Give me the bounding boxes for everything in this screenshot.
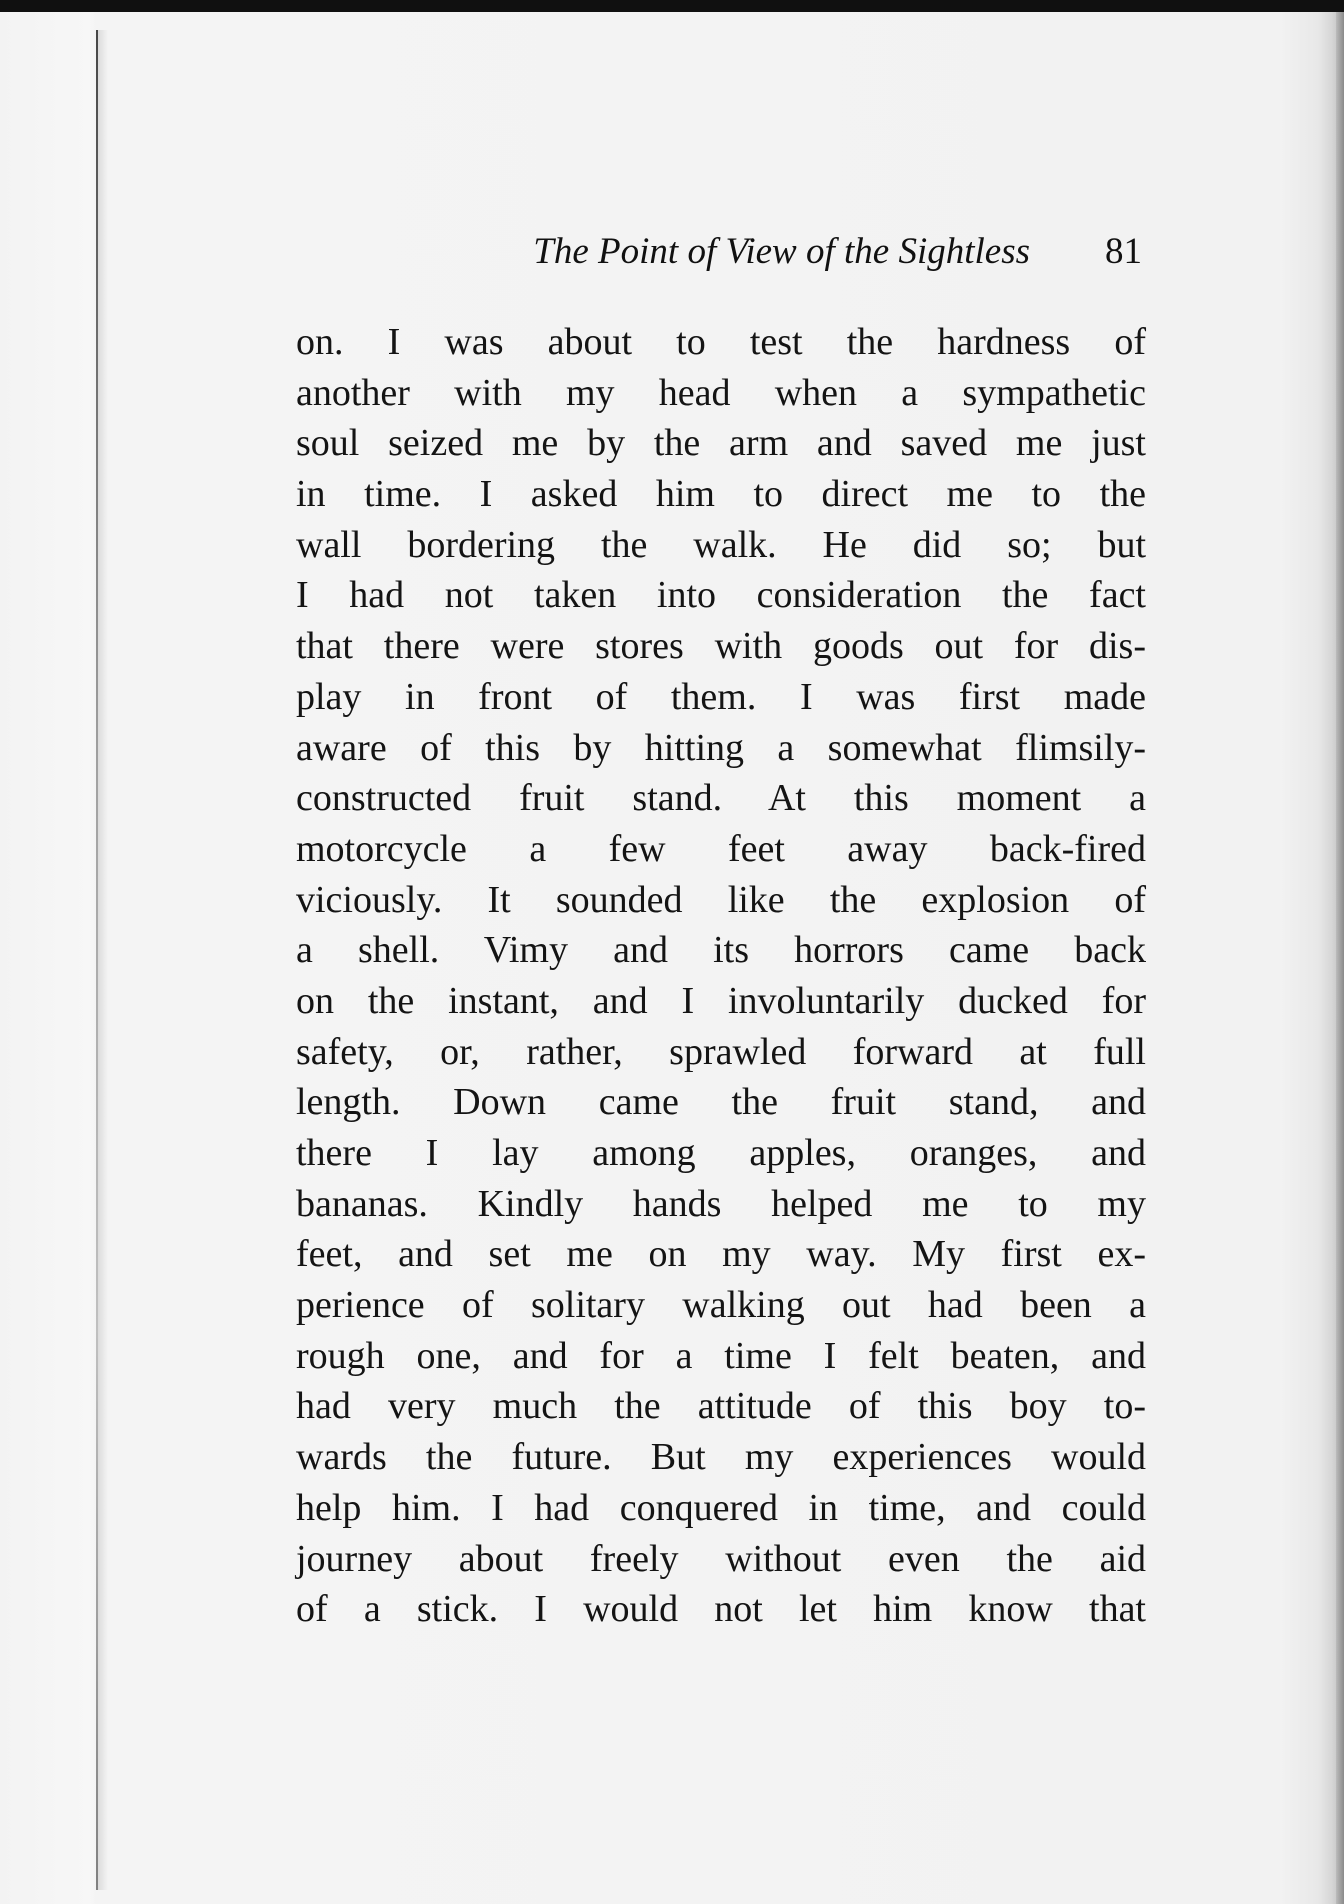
text-line: motorcycle a few feet away back-fired — [296, 827, 1146, 870]
page-gutter-shadow — [98, 30, 108, 1890]
text-line: constructed fruit stand. At this moment a — [296, 777, 1146, 820]
text-line: journey about freely without even the aid — [296, 1537, 1146, 1580]
text-line: soul seized me by the arm and saved me just — [296, 422, 1146, 465]
body-text — [296, 317, 1146, 1635]
running-head — [290, 230, 1142, 280]
page-right-edge — [1336, 12, 1344, 1904]
text-line: help him. I had conquered in time, and could — [296, 1486, 1146, 1529]
text-line: feet, and set me on my way. My first ex- — [296, 1233, 1146, 1276]
text-line: I had not taken into consideration the fact — [296, 574, 1146, 617]
page-number: 81 — [1105, 231, 1142, 272]
text-line: aware of this by hitting a somewhat flimsily- — [296, 726, 1146, 769]
text-line: bananas. Kindly hands helped me to my — [296, 1182, 1146, 1225]
text-line: wall bordering the walk. He did so; but — [296, 523, 1146, 566]
text-line: play in front of them. I was first made — [296, 675, 1146, 718]
text-line: of a stick. I would not let him know that — [296, 1588, 1146, 1631]
text-line: in time. I asked him to direct me to the — [296, 473, 1146, 516]
text-line: wards the future. But my experiences would — [296, 1436, 1146, 1479]
text-line: on the instant, and I involuntarily ducked for — [296, 979, 1146, 1022]
book-page — [0, 12, 1344, 1904]
running-title: The Point of View of the Sightless — [533, 231, 1030, 272]
text-line: viciously. It sounded like the explosion of — [296, 878, 1146, 921]
text-line: length. Down came the fruit stand, and — [296, 1081, 1146, 1124]
text-line: on. I was about to test the hardness of — [296, 321, 1146, 363]
text-line: had very much the attitude of this boy to- — [296, 1385, 1146, 1428]
text-line: another with my head when a sympathetic — [296, 371, 1146, 414]
text-line: there I lay among apples, oranges, and — [296, 1132, 1146, 1174]
text-line: rough one, and for a time I felt beaten, and — [296, 1334, 1146, 1377]
text-line: a shell. Vimy and its horrors came back — [296, 929, 1146, 972]
text-line: safety, or, rather, sprawled forward at full — [296, 1030, 1146, 1073]
text-line: that there were stores with goods out for dis- — [296, 625, 1146, 668]
text-line: perience of solitary walking out had been a — [296, 1284, 1146, 1327]
